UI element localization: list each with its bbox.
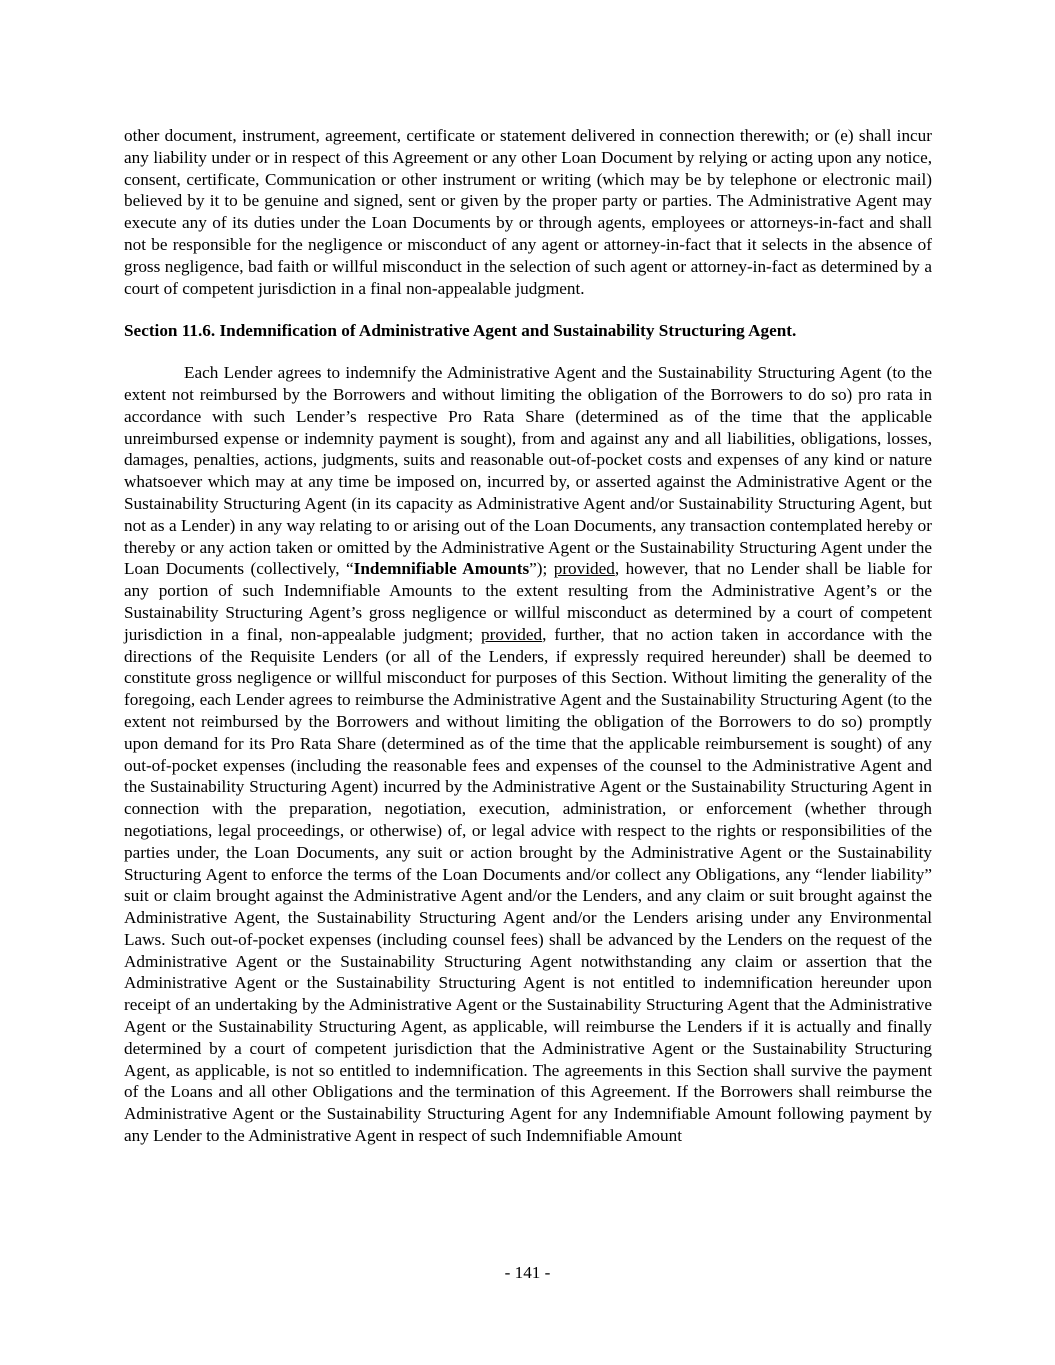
page-number: - 141 - [504,1263,551,1282]
provided-term-2: provided [481,624,543,644]
top-paragraph: other document, instrument, agreement, certificate or statement delivered in connection therewith; or (e) shall incur any liability under or in respect of this Agreement or any other Loan Document by relying or acting upon any notice, consent, certificate, Communication or other instrument or writing (which may be by telephone or electronic mail) believed by it to be genuine and signed, sent or given by the proper party or parties. The Administrative Agent may execute any of its duties under the Loan Documents by or through agents, employees or attorneys-in-fact and shall not be responsible for the negligence or misconduct of any agent or attorney-in-fact that it selects in the absence of gross negligence, bad faith or willful misconduct in the selection of such agent or attorney-in-fact as determined by a court of competent jurisdiction in a final non-appealable judgment. [124,126,932,298]
section-body-paragraph [124,362,932,1147]
body-text-part-4: , further, that no action taken in accordance with the directions of the Requisite Lenders (or all of the Lenders, if expressly required hereunder) shall be deemed to constitute gross negligence or willful misconduct for purposes of this Section. Without limiting the generality of the foregoing, each Lender agrees to reimburse the Administrative Agent and the Sustainability Structuring Agent (to the extent not reimbursed by the Borrowers and without limiting the obligation of the Borrowers to do so) promptly upon demand for its Pro Rata Share (determined as of the time that the applicable reimbursement is sought) of any out-of-pocket expenses (including the reasonable fees and expenses of the counsel to the Administrative Agent and the Sustainability Structuring Agent) incurred by the Administrative Agent or the Sustainability Structuring Agent in connection with the preparation, negotiation, execution, administration, or enforcement (whether through negotiations, legal proceedings, or otherwise) of, or legal advice with respect to the rights or responsibilities of the parties under, the Loan Documents, any suit or action brought by the Administrative Agent or the Sustainability Structuring Agent to enforce the terms of the Loan Documents and/or collect any Obligations, any “lender liability” suit or claim brought against the Administrative Agent and/or the Lenders, and any claim or suit brought against the Administrative Agent, the Sustainability Structuring Agent and/or the Lenders arising under any Environmental Laws. Such out-of-pocket expenses (including counsel fees) shall be advanced by the Lenders on the request of the Administrative Agent or the Sustainability Structuring Agent notwithstanding any claim or assertion that the Administrative Agent or the Sustainability Structuring Agent is not entitled to indemnification hereunder upon receipt of an undertaking by the Administrative Agent or the Sustainability Structuring Agent that the Administrative Agent or the Sustainability Structuring Agent, as applicable, will reimburse the Lenders if it is actually and finally determined by a court of competent jurisdiction that the Administrative Agent or the Sustainability Structuring Agent, as applicable, is not so entitled to indemnification. The agreements in this Section shall survive the payment of the Loans and all other Obligations and the termination of this Agreement. If the Borrowers shall reimburse the Administrative Agent or the Sustainability Structuring Agent for any Indemnifiable Amount following payment by any Lender to the Administrative Agent in respect of such Indemnifiable Amount [124,624,932,1146]
page-content [124,125,932,1147]
body-text-part-3: , however, that no Lender shall be liable for any portion of such Indemnifiable Amounts to the extent resulting from the Administrative Agent’s or the Sustainability Structuring Agent’s gross negligence or willful misconduct as determined by a court of competent jurisdiction in a final, non-appealable judgment; [124,559,932,644]
provided-term-1: provided [553,559,615,579]
section-heading: Section 11.6. Indemnification of Administrative Agent and Sustainability Structuring Agent. [124,321,797,341]
body-text-part-1: Each Lender agrees to indemnify the Administrative Agent and the Sustainability Structuring Agent (to the extent not reimbursed by the Borrowers and without limiting the obligation of the Borrowers to do so) pro rata in accordance with such Lender’s respective Pro Rata Share (determined as of the time that the applicable unreimbursed expense or indemnity payment is sought), from and against any and all liabilities, obligations, losses, damages, penalties, actions, judgments, suits and reasonable out-of-pocket costs and expenses of any kind or nature whatsoever which may at any time be imposed on, incurred by, or asserted against the Administrative Agent or the Sustainability Structuring Agent (in its capacity as Administrative Agent and/or Sustainability Structuring Agent, but not as a Lender) in any way relating to or arising out of the Loan Documents, any transaction contemplated hereby or thereby or any action taken or omitted by the Administrative Agent or the Sustainability Structuring Agent under the Loan Documents (collectively, “ [124,363,932,579]
defined-term: Indemnifiable Amounts [353,559,530,579]
body-text-part-2: ”); [529,559,554,579]
